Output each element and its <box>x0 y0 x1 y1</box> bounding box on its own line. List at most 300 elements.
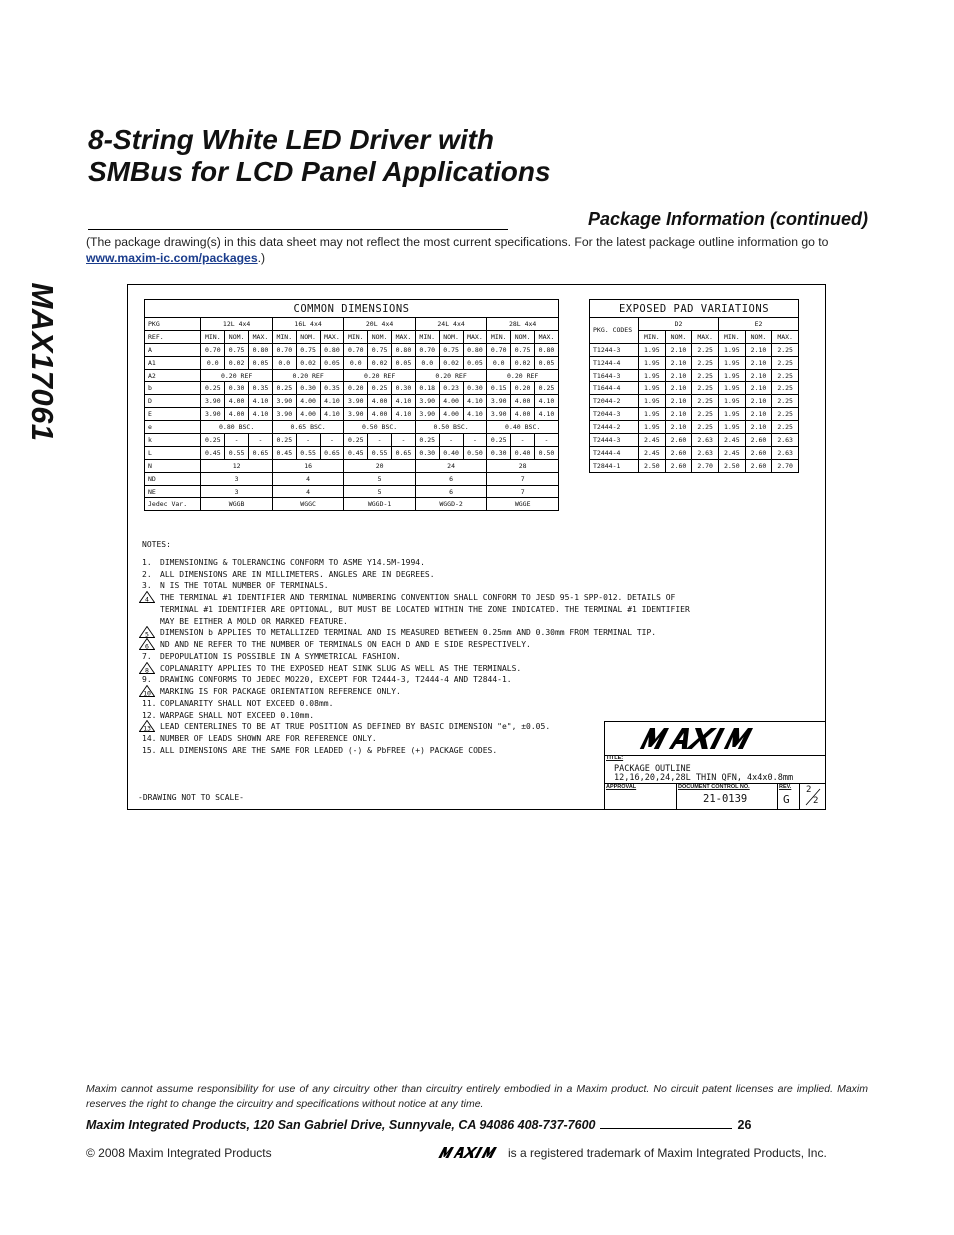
cd-cell: 7 <box>487 472 559 485</box>
cd-cell: 6 <box>415 472 486 485</box>
ep-cell: 2.60 <box>745 434 772 447</box>
cd-cell: 0.30 <box>415 446 439 459</box>
cd-cell: 5 <box>344 485 415 498</box>
note-line <box>142 710 690 722</box>
page-title <box>88 124 551 188</box>
title-line-1: 8-String White LED Driver with <box>88 124 495 155</box>
ep-cell: 2.63 <box>772 434 799 447</box>
ep-cell: 2.10 <box>745 382 772 395</box>
drawing-title-1: PACKAGE OUTLINE <box>614 764 691 774</box>
cd-ref: A1 <box>145 356 201 369</box>
cd-row <box>145 356 559 369</box>
note-triangle-icon <box>139 638 155 650</box>
cd-cell: - <box>368 434 392 447</box>
cd-cell: 3.90 <box>487 408 511 421</box>
cd-cell: 4.00 <box>225 408 249 421</box>
ep-cell: 1.95 <box>718 356 745 369</box>
cd-cell: 0.05 <box>392 356 416 369</box>
cd-row <box>145 446 559 459</box>
note-number: 5 <box>145 630 149 639</box>
note-triangle-icon <box>139 720 155 732</box>
ep-cell: 2.25 <box>692 421 719 434</box>
cd-cell: 0.0 <box>415 356 439 369</box>
cd-cell: 0.20 REF <box>344 369 415 382</box>
cd-ref: D <box>145 395 201 408</box>
note-text: WARPAGE SHALL NOT EXCEED 0.10mm. <box>160 710 315 720</box>
cd-cell: 4.10 <box>534 408 558 421</box>
cd-cell: 0.02 <box>368 356 392 369</box>
note-line <box>142 639 690 651</box>
cd-cell: - <box>225 434 249 447</box>
trademark-text: is a registered trademark of Maxim Integrated Products, Inc. <box>508 1146 827 1160</box>
ep-cell: 2.25 <box>692 369 719 382</box>
ep-cell: 2.10 <box>665 408 692 421</box>
note-text: ALL DIMENSIONS ARE THE SAME FOR LEADED (-) & PbFREE (+) PACKAGE CODES. <box>160 745 498 755</box>
cd-cell: 4.10 <box>463 408 487 421</box>
cd-cell: 28 <box>487 459 559 472</box>
cd-cell: 0.30 <box>487 446 511 459</box>
ep-cell: 1.95 <box>718 421 745 434</box>
note-triangle-icon <box>139 662 155 674</box>
note-number: 7. <box>142 651 152 661</box>
doc-control-number: 21-0139 <box>703 793 748 805</box>
cd-row <box>145 498 559 511</box>
cd-cell: 4.10 <box>320 408 344 421</box>
cd-sub-header: MIN. <box>415 330 439 343</box>
ep-codes-label: PKG. CODES <box>590 318 639 344</box>
cd-cell: 0.02 <box>439 356 463 369</box>
note-line <box>142 592 690 604</box>
ep-cell: 2.63 <box>772 446 799 459</box>
rev-cell <box>778 784 800 809</box>
cd-cell: 0.70 <box>272 343 296 356</box>
cd-row <box>145 485 559 498</box>
ep-cell: 1.95 <box>718 343 745 356</box>
title-block <box>604 721 825 809</box>
ep-cell: 2.60 <box>665 434 692 447</box>
ep-row <box>590 369 799 382</box>
note-triangle-icon <box>139 685 155 697</box>
cd-package-header: 16L 4x4 <box>272 318 343 331</box>
cd-row <box>145 408 559 421</box>
cd-sub-header: MAX. <box>463 330 487 343</box>
ep-code: T2444-3 <box>590 434 639 447</box>
ep-cell: 2.60 <box>745 446 772 459</box>
note-text: THE TERMINAL #1 IDENTIFIER AND TERMINAL NUMBERING CONVENTION SHALL CONFORM TO JESD 95-1 SPP-012. DETAILS OF <box>160 593 676 602</box>
cd-cell: 0.75 <box>296 343 320 356</box>
cd-cell: 3.90 <box>487 395 511 408</box>
cd-ref: Jedec Var. <box>145 498 201 511</box>
cd-cell: 0.25 <box>201 434 225 447</box>
rev-value: G <box>783 793 790 806</box>
cd-cell: 4 <box>272 485 343 498</box>
cd-cell: 0.02 <box>225 356 249 369</box>
cd-cell: WGGE <box>487 498 559 511</box>
cd-cell: 0.05 <box>249 356 273 369</box>
cd-cell: 3.90 <box>344 395 368 408</box>
cd-sub-header: MAX. <box>392 330 416 343</box>
ep-cell: 1.95 <box>718 382 745 395</box>
ep-code: T1644-4 <box>590 382 639 395</box>
note-text: MAY BE EITHER A MOLD OR MARKED FEATURE. <box>160 616 348 626</box>
ep-cell: 2.10 <box>745 408 772 421</box>
cd-cell: 3.90 <box>415 408 439 421</box>
cd-cell: 3.90 <box>201 408 225 421</box>
cd-cell: 0.80 <box>392 343 416 356</box>
cd-ref: e <box>145 421 201 434</box>
ep-cell: 2.70 <box>692 459 719 472</box>
cd-cell: 0.75 <box>225 343 249 356</box>
note-line <box>142 674 690 686</box>
cd-cell: - <box>392 434 416 447</box>
cd-cell: 0.25 <box>415 434 439 447</box>
cd-cell: 0.35 <box>320 382 344 395</box>
ep-cell: 2.10 <box>745 421 772 434</box>
drawing-not-to-scale: -DRAWING NOT TO SCALE- <box>138 793 244 802</box>
cd-cell: 3.90 <box>201 395 225 408</box>
cd-cell: 6 <box>415 485 486 498</box>
title-block-bottom-row <box>604 784 826 809</box>
cd-ref: A <box>145 343 201 356</box>
ep-cell: 2.10 <box>665 356 692 369</box>
cd-cell: WGGB <box>201 498 272 511</box>
cd-ref: L <box>145 446 201 459</box>
ep-sub-header: MIN. <box>718 330 745 343</box>
ep-cell: 1.95 <box>718 408 745 421</box>
cd-cell: 0.50 BSC. <box>415 421 486 434</box>
cd-cell: 4.00 <box>511 408 535 421</box>
cd-row <box>145 343 559 356</box>
cd-sub-header: NOM. <box>225 330 249 343</box>
note-line <box>142 557 690 569</box>
ep-cell: 2.25 <box>692 343 719 356</box>
approval-label: APPROVAL <box>606 784 637 790</box>
cd-ref: A2 <box>145 369 201 382</box>
cd-cell: 0.80 <box>249 343 273 356</box>
cd-cell: 4.10 <box>249 408 273 421</box>
cd-sub-header: NOM. <box>368 330 392 343</box>
cd-sub-header: MIN. <box>344 330 368 343</box>
note-line <box>142 627 690 639</box>
ep-code: T2444-2 <box>590 421 639 434</box>
note-line <box>142 651 690 663</box>
cd-sub-header: NOM. <box>296 330 320 343</box>
cd-ref: N <box>145 459 201 472</box>
cd-title: COMMON DIMENSIONS <box>145 300 559 318</box>
cd-cell: 0.25 <box>368 382 392 395</box>
ep-cell: 2.25 <box>772 343 799 356</box>
cd-ref: NE <box>145 485 201 498</box>
cd-cell: 0.70 <box>415 343 439 356</box>
intro-text: (The package drawing(s) in this data sheet may not reflect the most current specifications. For the latest package outline information go to <box>86 235 829 249</box>
cd-cell: 5 <box>344 472 415 485</box>
cd-cell: 0.05 <box>320 356 344 369</box>
cd-cell: 0.65 <box>320 446 344 459</box>
cd-cell: 4.10 <box>534 395 558 408</box>
footer-address: Maxim Integrated Products, 120 San Gabriel Drive, Sunnyvale, CA 94086 408-737-7600 <box>86 1118 596 1132</box>
cd-cell: - <box>463 434 487 447</box>
cd-sub-header: MAX. <box>249 330 273 343</box>
note-number: 13 <box>143 724 151 733</box>
note-text: N IS THE TOTAL NUMBER OF TERMINALS. <box>160 581 329 591</box>
ep-cell: 2.63 <box>692 434 719 447</box>
note-number: 12. <box>142 710 157 720</box>
ep-sub-header: MAX. <box>692 330 719 343</box>
ep-code: T1244-3 <box>590 343 639 356</box>
note-line <box>142 698 690 710</box>
cd-cell: 4.00 <box>368 408 392 421</box>
cd-cell: 4.00 <box>439 395 463 408</box>
footer-address-line <box>86 1118 751 1132</box>
ep-cell: 2.10 <box>665 343 692 356</box>
ep-cell: 1.95 <box>639 356 666 369</box>
cd-sub-header: MIN. <box>272 330 296 343</box>
cd-cell: 0.23 <box>439 382 463 395</box>
ep-cell: 2.70 <box>772 459 799 472</box>
cd-sub-header: MAX. <box>534 330 558 343</box>
note-text: MARKING IS FOR PACKAGE ORIENTATION REFERENCE ONLY. <box>160 687 401 696</box>
approval-cell <box>605 784 677 809</box>
cd-cell: 0.30 <box>296 382 320 395</box>
note-text: DEPOPULATION IS POSSIBLE IN A SYMMETRICAL FASHION. <box>160 651 401 661</box>
cd-package-header: 12L 4x4 <box>201 318 272 331</box>
note-number: 1. <box>142 557 152 567</box>
heading-rule <box>88 229 508 230</box>
cd-cell: 3 <box>201 485 272 498</box>
note-line <box>142 569 690 581</box>
cd-cell: 0.70 <box>344 343 368 356</box>
ep-row <box>590 382 799 395</box>
ep-row <box>590 356 799 369</box>
intro-end: .) <box>257 251 266 265</box>
cd-cell: 3 <box>201 472 272 485</box>
cd-cell: WGGD-1 <box>344 498 415 511</box>
ep-cell: 2.10 <box>665 421 692 434</box>
note-triangle-icon <box>139 591 155 603</box>
note-line <box>142 604 690 616</box>
cd-cell: 0.65 BSC. <box>272 421 343 434</box>
cd-package-header: 20L 4x4 <box>344 318 415 331</box>
cd-cell: 0.0 <box>344 356 368 369</box>
title-label: TITLE: <box>606 755 624 761</box>
ep-cell: 2.10 <box>665 369 692 382</box>
note-number: 14. <box>142 734 157 743</box>
ep-cell: 2.10 <box>745 343 772 356</box>
cd-cell: 0.50 <box>534 446 558 459</box>
ep-code: T2444-4 <box>590 446 639 459</box>
cd-cell: 20 <box>344 459 415 472</box>
ep-cell: 2.50 <box>639 459 666 472</box>
cd-cell: 0.30 <box>225 382 249 395</box>
cd-cell: 0.50 BSC. <box>344 421 415 434</box>
cd-cell: 0.18 <box>415 382 439 395</box>
ep-sub-header: NOM. <box>745 330 772 343</box>
note-line <box>142 616 690 628</box>
ep-row <box>590 421 799 434</box>
ep-cell: 2.50 <box>718 459 745 472</box>
cd-cell: 4.00 <box>368 395 392 408</box>
cd-ref: k <box>145 434 201 447</box>
ep-cell: 2.25 <box>772 382 799 395</box>
ep-cell: 2.60 <box>665 459 692 472</box>
ep-sub-header: MAX. <box>772 330 799 343</box>
cd-row <box>145 382 559 395</box>
ep-code: T2044-3 <box>590 408 639 421</box>
note-number: 9. <box>142 675 152 685</box>
note-line <box>142 686 690 698</box>
cd-cell: 0.25 <box>272 382 296 395</box>
cd-cell: 0.0 <box>487 356 511 369</box>
cd-cell: 0.20 REF <box>415 369 486 382</box>
ep-cell: 2.63 <box>692 446 719 459</box>
cd-cell: 0.20 <box>344 382 368 395</box>
notes-heading: NOTES: <box>142 540 171 549</box>
cd-sub-header: NOM. <box>511 330 535 343</box>
cd-cell: 0.02 <box>511 356 535 369</box>
cd-cell: 3.90 <box>272 395 296 408</box>
note-number: 8 <box>145 666 149 674</box>
cd-row <box>145 395 559 408</box>
section-heading: Package Information (continued) <box>587 209 868 229</box>
drawing-title-2: 12,16,20,24,28L THIN QFN, 4x4x0.8mm <box>614 773 794 783</box>
exposed-pad-table <box>589 299 799 473</box>
cd-cell: 0.05 <box>534 356 558 369</box>
cd-cell: 4.00 <box>225 395 249 408</box>
cd-cell: 4.00 <box>296 408 320 421</box>
cd-cell: 0.20 <box>511 382 535 395</box>
note-number: 4 <box>145 595 149 603</box>
ep-cell: 1.95 <box>718 369 745 382</box>
cd-row <box>145 459 559 472</box>
ep-cell: 2.25 <box>772 395 799 408</box>
cd-cell: 24 <box>415 459 486 472</box>
ep-cell: 2.25 <box>692 408 719 421</box>
ep-cell: 1.95 <box>639 408 666 421</box>
cd-cell: 0.45 <box>201 446 225 459</box>
doc-control-label: DOCUMENT CONTROL NO. <box>678 784 750 790</box>
cd-sub-header: NOM. <box>439 330 463 343</box>
cd-cell: 0.80 <box>463 343 487 356</box>
ep-cell: 2.60 <box>745 459 772 472</box>
copyright: © 2008 Maxim Integrated Products <box>86 1146 272 1160</box>
cd-cell: 0.70 <box>487 343 511 356</box>
footer-disclaimer: Maxim cannot assume responsibility for use of any circuitry other than circuitry entirely embodied in a Maxim product. No circuit patent licenses are implied. Maxim reserves the right to change the circuitry and specifications without notice at any time. <box>86 1083 868 1110</box>
ep-sub-header: MIN. <box>639 330 666 343</box>
ep-cell: 2.25 <box>772 356 799 369</box>
cd-row <box>145 434 559 447</box>
cd-cell: 0.80 <box>320 343 344 356</box>
cd-cell: 0.40 <box>439 446 463 459</box>
ep-cell: 2.25 <box>772 369 799 382</box>
ep-code: T2844-1 <box>590 459 639 472</box>
note-line <box>142 663 690 675</box>
cd-pkg-label: PKG <box>145 318 201 331</box>
packages-link[interactable]: www.maxim-ic.com/packages <box>86 251 258 265</box>
cd-cell: 0.80 BSC. <box>201 421 272 434</box>
cd-cell: 0.80 <box>534 343 558 356</box>
cd-cell: 0.40 <box>511 446 535 459</box>
cd-cell: 4.00 <box>439 408 463 421</box>
cd-cell: WGGC <box>272 498 343 511</box>
note-text: DRAWING CONFORMS TO JEDEC MO220, EXCEPT FOR T2444-3, T2444-4 AND T2844-1. <box>160 675 512 685</box>
cd-cell: 0.20 REF <box>487 369 559 382</box>
trademark-line <box>438 1146 827 1160</box>
ep-code: T2044-2 <box>590 395 639 408</box>
cd-ref: ND <box>145 472 201 485</box>
cd-cell: 0.20 REF <box>272 369 343 382</box>
note-text: ALL DIMENSIONS ARE IN MILLIMETERS. ANGLES ARE IN DEGREES. <box>160 569 435 579</box>
cd-cell: - <box>296 434 320 447</box>
sheet-total: 2 <box>813 796 819 806</box>
ep-row <box>590 434 799 447</box>
cd-cell: 0.0 <box>272 356 296 369</box>
cd-row <box>145 369 559 382</box>
cd-cell: 0.25 <box>534 382 558 395</box>
cd-cell: 0.35 <box>249 382 273 395</box>
footer-rule <box>600 1128 732 1129</box>
ep-cell: 1.95 <box>718 395 745 408</box>
note-text: ND AND NE REFER TO THE NUMBER OF TERMINALS ON EACH D AND E SIDE RESPECTIVELY. <box>160 640 531 649</box>
cd-cell: 0.30 <box>463 382 487 395</box>
cd-cell: 3.90 <box>415 395 439 408</box>
ep-cell: 2.45 <box>639 434 666 447</box>
ep-cell: 2.10 <box>665 395 692 408</box>
cd-cell: 0.75 <box>511 343 535 356</box>
note-number: 3. <box>142 581 152 591</box>
note-line <box>142 580 690 592</box>
cd-cell: 3.90 <box>344 408 368 421</box>
note-text: DIMENSIONING & TOLERANCING CONFORM TO ASME Y14.5M-1994. <box>160 557 425 567</box>
cd-cell: 0.65 <box>249 446 273 459</box>
cd-sub-header: MIN. <box>487 330 511 343</box>
cd-cell: 0.0 <box>201 356 225 369</box>
cd-cell: 0.15 <box>487 382 511 395</box>
note-number: 6 <box>145 642 149 650</box>
cd-cell: - <box>320 434 344 447</box>
cd-cell: 0.05 <box>463 356 487 369</box>
cd-cell: 0.40 BSC. <box>487 421 559 434</box>
ep-row <box>590 408 799 421</box>
cd-cell: 0.25 <box>487 434 511 447</box>
ep-group-header: E2 <box>718 318 798 331</box>
ep-cell: 2.25 <box>692 395 719 408</box>
cd-cell: 0.30 <box>392 382 416 395</box>
ep-row <box>590 395 799 408</box>
cd-cell: 16 <box>272 459 343 472</box>
ep-cell: 1.95 <box>639 382 666 395</box>
cd-cell: 0.20 REF <box>201 369 272 382</box>
ep-title: EXPOSED PAD VARIATIONS <box>590 300 799 318</box>
cd-cell: 0.75 <box>368 343 392 356</box>
note-text: NUMBER OF LEADS SHOWN ARE FOR REFERENCE ONLY. <box>160 734 377 743</box>
ep-row <box>590 446 799 459</box>
cd-row <box>145 472 559 485</box>
cd-cell: 0.55 <box>225 446 249 459</box>
cd-ref-label: REF. <box>145 330 201 343</box>
cd-cell: 0.65 <box>392 446 416 459</box>
ep-cell: 2.10 <box>665 382 692 395</box>
cd-cell: 4.10 <box>463 395 487 408</box>
cd-ref: E <box>145 408 201 421</box>
ep-cell: 2.10 <box>745 356 772 369</box>
note-text: LEAD CENTERLINES TO BE AT TRUE POSITION AS DEFINED BY BASIC DIMENSION "e", ±0.05. <box>160 722 551 732</box>
cd-cell: 0.02 <box>296 356 320 369</box>
cd-cell: 3.90 <box>272 408 296 421</box>
maxim-logo <box>604 721 826 756</box>
sheet-number: 2 <box>806 785 812 795</box>
page-number: 26 <box>737 1118 752 1132</box>
note-number: 15. <box>142 745 157 755</box>
